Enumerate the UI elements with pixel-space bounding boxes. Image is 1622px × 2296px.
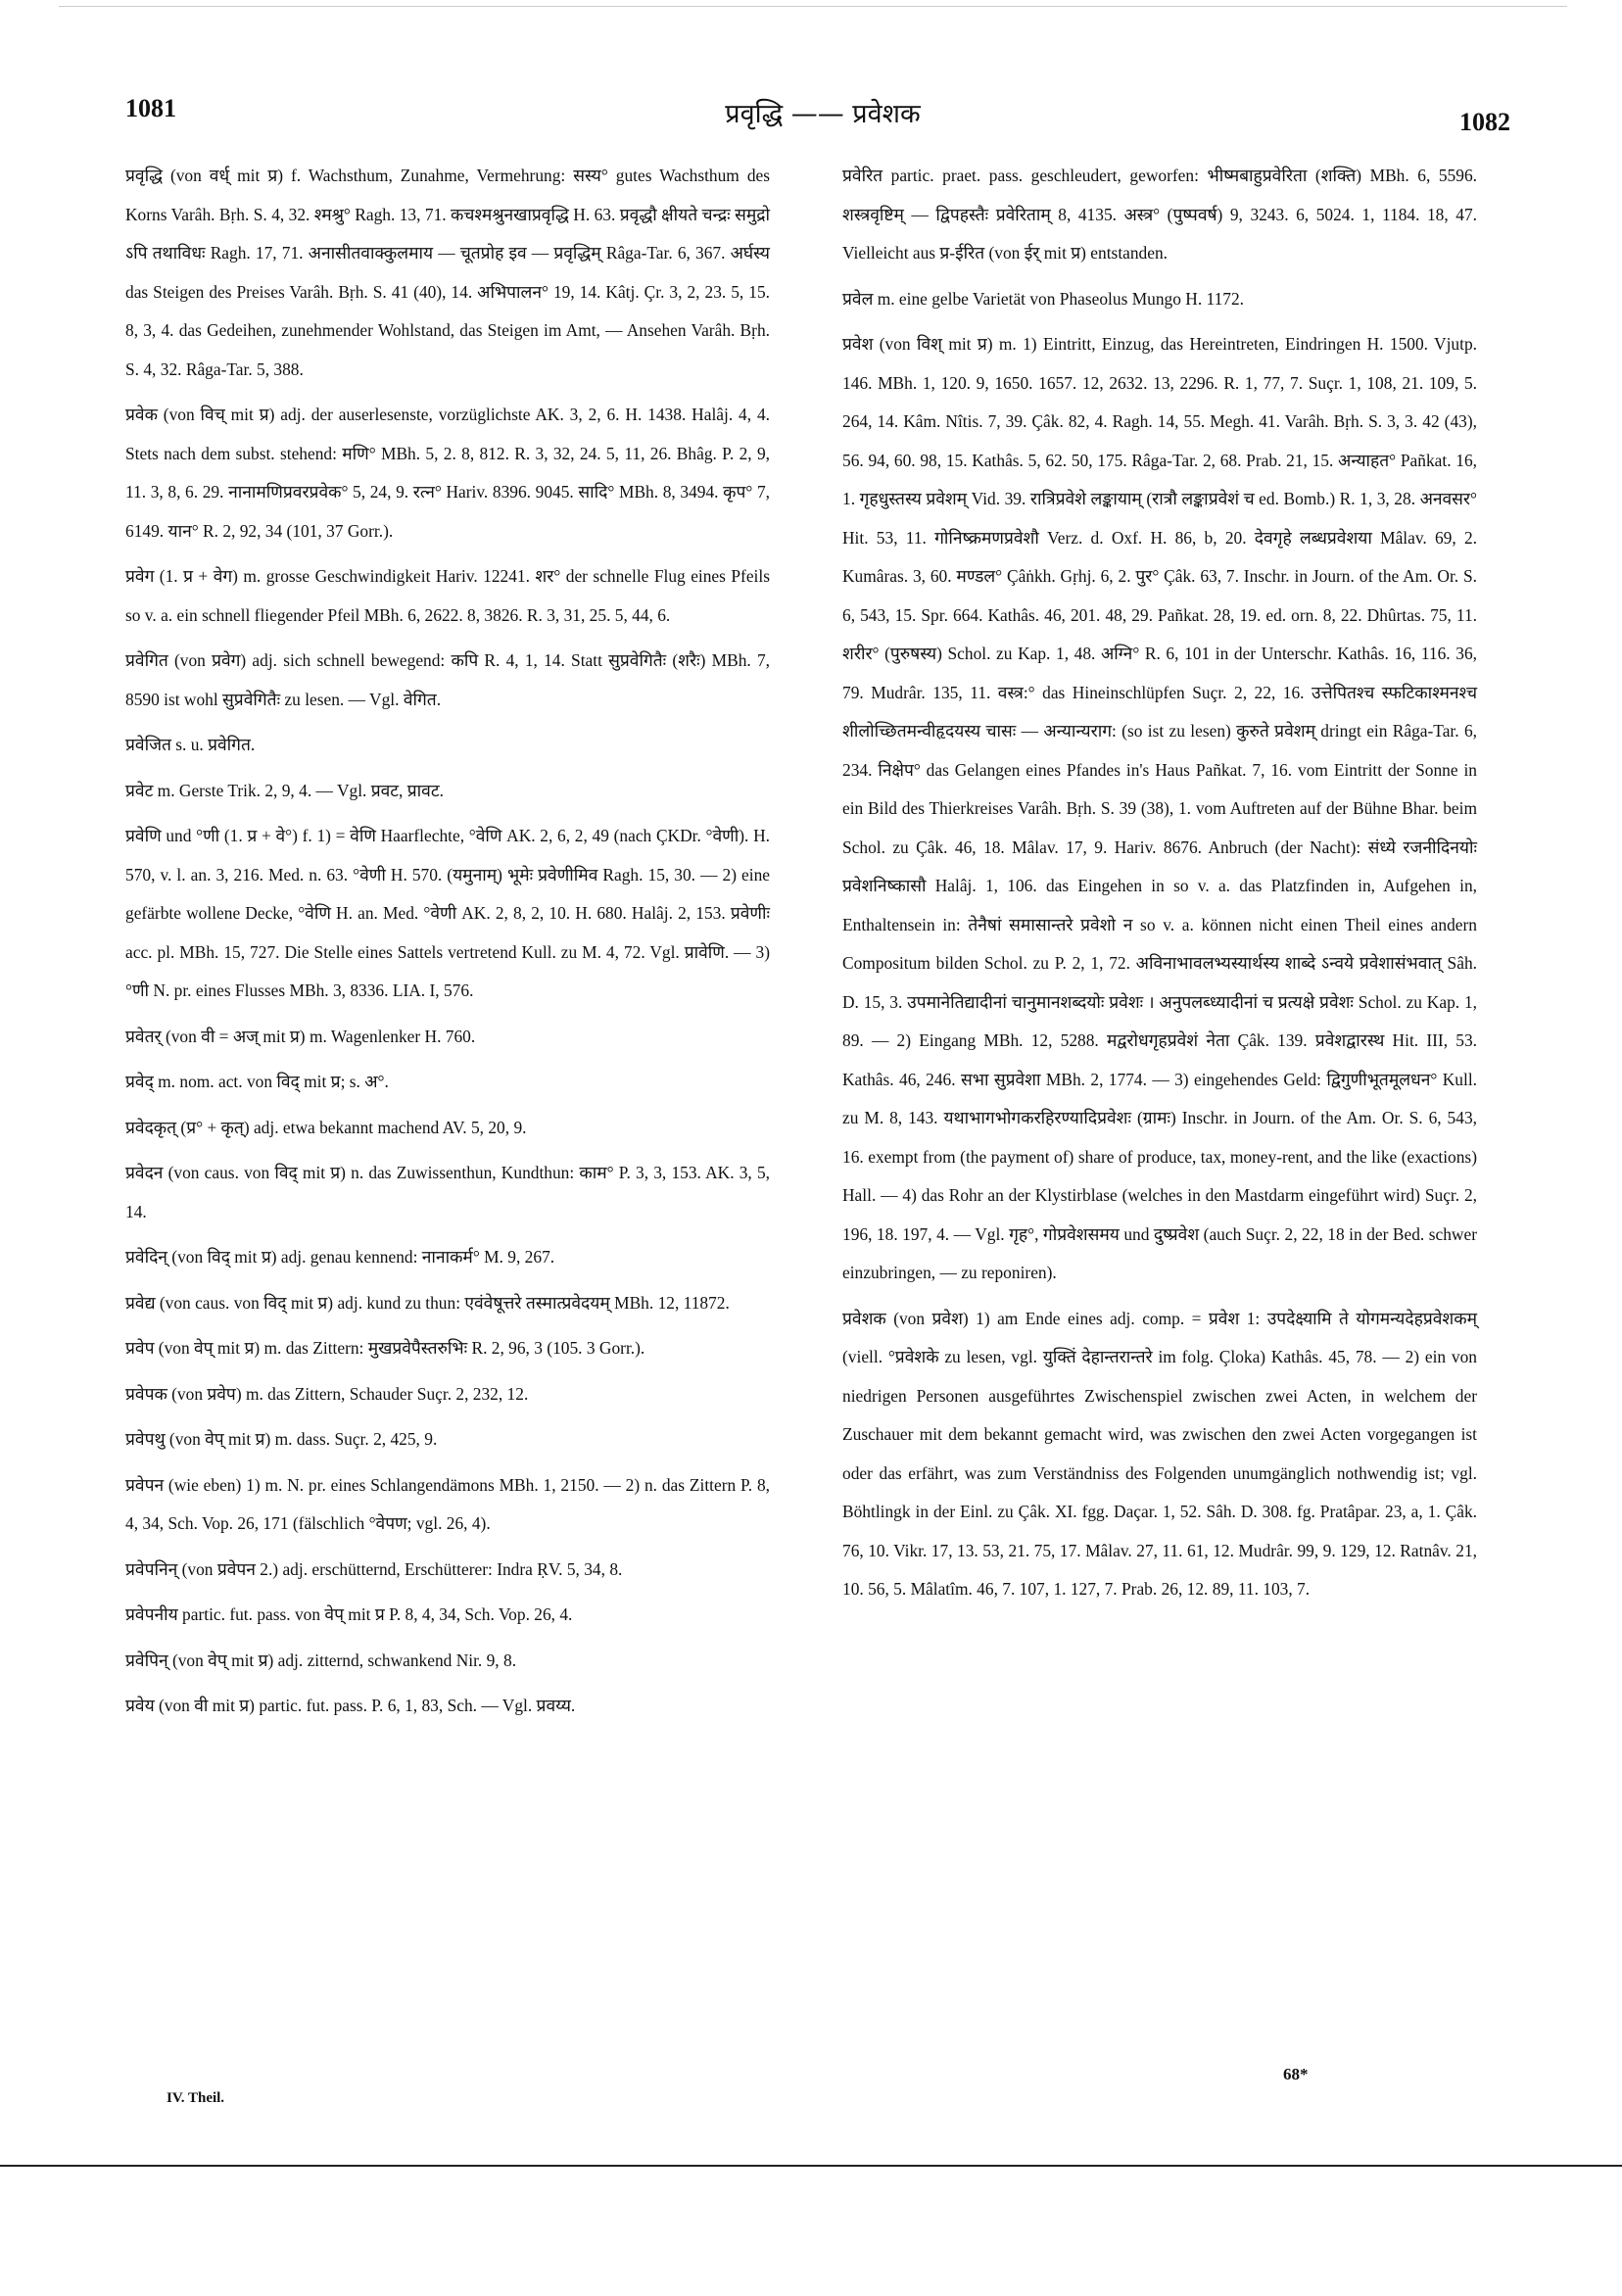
dictionary-entry: प्रवेल m. eine gelbe Varietät von Phaseolus Mungo H. 1172. bbox=[842, 288, 1245, 309]
dictionary-entry: प्रवेदकृत् (प्र° + कृत्) adj. etwa bekannt machend AV. 5, 20, 9. bbox=[125, 1117, 527, 1137]
dictionary-entry: प्रवेपनीय partic. fut. pass. von वेप् mit प्र P. 8, 4, 34, Sch. Vop. 26, 4. bbox=[125, 1604, 573, 1624]
dictionary-entry: प्रवेजित s. u. प्रवेगित. bbox=[125, 735, 256, 754]
dictionary-entry: प्रवृद्धि (von वर्ध् mit प्र) f. Wachsthum, Zunahme, Vermehrung: सस्य° gutes Wachsthum des Korns Varâh. Bṛh. S. 4, 32. श्मश्रु° Ragh. 13, 71. कचश्मश्रुनखाप्रवृद्धि H. 63. प्रवृद्धौ क्षीयते चन्द्रः समुद्रो ऽपि तथाविधः Ragh. 17, 71. अनासीतवाक्कुलमाय — चूतप्रोह इव — प्रवृद्धिम् Râga-Tar. 6, 367. अर्घस्य das Steigen des Preises Varâh. Bṛh. S. 41 (40), 14. अभिपालन° 19, 14. Kâtj. Çr. 3, 2, 23. 5, 15. 8, 3, 4. das Gedeihen, zunehmender Wohlstand, das Steigen im Amt, — Ansehen Varâh. Bṛh. S. 4, 32. Râga-Tar. 5, 388. bbox=[125, 166, 770, 379]
volume-note: IV. Theil. bbox=[167, 2090, 225, 2106]
dictionary-entry: प्रवेगित (von प्रवेग) adj. sich schnell bewegend: कपि R. 4, 1, 14. Statt सुप्रवेगितैः (शरैः) MBh. 7, 8590 ist wohl सुप्रवेगितैः zu lesen. — Vgl. वेगित. bbox=[125, 650, 770, 709]
running-title: प्रवृद्धि —— प्रवेशक bbox=[725, 99, 921, 129]
dictionary-entry: प्रवेक (von विच् mit प्र) adj. der auserlesenste, vorzüglichste AK. 3, 2, 6. H. 1438. Halâj. 4, 4. Stets nach dem subst. stehend: मणि° MBh. 5, 2. 8, 812. R. 3, 32, 24. 5, 11, 26. Bhâg. P. 2, 9, 11. 3, 8, 6. 29. नानामणिप्रवरप्रवेक° 5, 24, 9. रत्न° Hariv. 8396. 9045. सादि° MBh. 8, 3494. कृप° 7, 6149. यान° R. 2, 92, 34 (101, 37 Gorr.). bbox=[125, 405, 770, 541]
left-column bbox=[125, 157, 770, 1733]
dictionary-entry: प्रवेपनिन् (von प्रवेपन 2.) adj. erschütternd, Erschütterer: Indra ṚV. 5, 34, 8. bbox=[125, 1558, 623, 1579]
signature-mark: 68* bbox=[1283, 2065, 1309, 2083]
dictionary-entry: प्रवेतर् (von वी = अज् mit प्र) m. Wagenlenker H. 760. bbox=[125, 1026, 476, 1046]
right-column bbox=[842, 157, 1477, 1616]
dictionary-entry: प्रवेद्य (von caus. von विद् mit प्र) adj. kund zu thun: एवंवेषूत्तरे तस्मात्प्रवेदयम् MBh. 12, 11872. bbox=[125, 1292, 730, 1313]
dictionary-entry: प्रवेपक (von प्रवेप) m. das Zittern, Schauder Suçr. 2, 232, 12. bbox=[125, 1383, 529, 1404]
bottom-rule bbox=[0, 2165, 1622, 2167]
dictionary-entry: प्रवेग (1. प्र + वेग) m. grosse Geschwindigkeit Hariv. 12241. शर° der schnelle Flug eines Pfeils so v. a. ein schnell fliegender Pfeil MBh. 6, 2622. 8, 3826. R. 3, 31, 25. 5, 44, 6. bbox=[125, 566, 770, 625]
page-number-right: 1082 bbox=[1459, 108, 1510, 136]
dictionary-entry: प्रवेद् m. nom. act. von विद् mit प्र; s. अ°. bbox=[125, 1072, 389, 1091]
dictionary-entry: प्रवेरित partic. praet. pass. geschleudert, geworfen: भीष्मबाहुप्रवेरिता (शक्ति) MBh. 6, 5596. शस्त्रवृष्टिम् — द्विपहस्तैः प्रवेरिताम् 8, 4135. अस्त्र° (पुष्पवर्ष) 9, 3243. 6, 5024. 1, 1184. 18, 47. Vielleicht aus प्र-ईरित (von ईर् mit प्र) entstanden. bbox=[842, 166, 1477, 263]
dictionary-entry: प्रवेशक (von प्रवेश) 1) am Ende eines adj. comp. = प्रवेश 1: उपदेक्ष्यामि ते योगमन्यदेहप्रवेशकम् (viell. °प्रवेशके zu lesen, vgl. युक्तिं देहान्तरान्तरे im folg. Çloka) Kathâs. 45, 78. — 2) ein von niedrigen Personen ausgeführtes Zwischenspiel zwischen zwei Acten, in welchem der Zuschauer mit dem bekannt gemacht wird, was zwischen den zwei Acten vorgegangen ist oder das erfährt, was zum Verständniss des Folgenden unumgänglich nothwendig ist; vgl. Böhtlingk in der Einl. zu Çâk. XI. fgg. Daçar. 1, 52. Sâh. D. 308. fg. Pratâpar. 23, a, 1. Çâk. 76, 10. Vikr. 17, 13. 53, 21. 75, 17. Mâlav. 27, 11. 61, 12. Mudrâr. 99, 9. 129, 12. Ratnâv. 21, 10. 56, 5. Mâlatîm. 46, 7. 107, 1. 127, 7. Prab. 26, 12. 89, 11. 103, 7. bbox=[842, 1308, 1477, 1599]
page-number-left: 1081 bbox=[125, 94, 176, 122]
dictionary-entry: प्रवेट m. Gerste Trik. 2, 9, 4. — Vgl. प्रवट, प्रावट. bbox=[125, 780, 444, 800]
dictionary-entry: प्रवेपिन् (von वेप् mit प्र) adj. zitternd, schwankend Nir. 9, 8. bbox=[125, 1650, 517, 1670]
dictionary-entry: प्रवेदन (von caus. von विद् mit प्र) n. das Zuwissenthun, Kundthun: काम° P. 3, 3, 153. AK. 3, 5, 14. bbox=[125, 1163, 770, 1221]
dictionary-entry: प्रवेपन (wie eben) 1) m. N. pr. eines Schlangendämons MBh. 1, 2150. — 2) n. das Zittern P. 8, 4, 34, Sch. Vop. 26, 171 (fälschlich °वेपण; vgl. 26, 4). bbox=[125, 1474, 770, 1533]
dictionary-entry: प्रवेपथु (von वेप् mit प्र) m. dass. Suçr. 2, 425, 9. bbox=[125, 1429, 438, 1449]
dictionary-entry: प्रवेदिन् (von विद् mit प्र) adj. genau kennend: नानाकर्म° M. 9, 267. bbox=[125, 1247, 555, 1267]
dictionary-entry: प्रवेप (von वेप् mit प्र) m. das Zittern: मुखप्रवेपैस्तरुभिः R. 2, 96, 3 (105. 3 Gorr.). bbox=[125, 1338, 645, 1358]
dictionary-entry: प्रवेणि und °णी (1. प्र + वे°) f. 1) = वेणि Haarflechte, °वेणि AK. 2, 6, 2, 49 (nach ÇKDr. °वेणी). H. 570, v. l. an. 3, 216. Med. n. 63. °वेणी H. 570. (यमुनाम्) भूमेः प्रवेणीमिव Ragh. 15, 30. — 2) eine gefärbte wollene Decke, °वेणि H. an. Med. °वेणी AK. 2, 8, 2, 10. H. 680. Halâj. 2, 153. प्रवेणीः acc. pl. MBh. 15, 727. Die Stelle eines Sattels vertretend Kull. zu M. 4, 72. Vgl. प्रावेणि. — 3) °णी N. pr. eines Flusses MBh. 3, 8336. LIA. I, 576. bbox=[125, 826, 770, 1000]
dictionary-entry: प्रवेश (von विश् mit प्र) m. 1) Eintritt, Einzug, das Hereintreten, Eindringen H. 1500. Vjutp. 146. MBh. 1, 120. 9, 1650. 1657. 12, 2632. 13, 2296. R. 1, 77, 7. Suçr. 1, 108, 21. 109, 5. 264, 14. Kâm. Nîtis. 7, 39. Çâk. 82, 4. Ragh. 14, 55. Megh. 41. Varâh. Bṛh. S. 3, 3. 42 (43), 56. 94, 60. 98, 15. Kathâs. 5, 62. 50, 175. Râga-Tar. 2, 68. Prab. 21, 15. अन्याहत° Pañkat. 16, 1. गृहधुस्तस्य प्रवेशम् Vid. 39. रात्रिप्रवेशे लङ्कायाम् (रात्रौ लङ्काप्रवेशं च ed. Bomb.) R. 1, 3, 28. अनवसर° Hit. 53, 11. गोनिष्क्रमणप्रवेशौ Verz. d. Oxf. H. 86, b, 20. देवगृहे लब्धप्रवेशया Mâlav. 69, 2. Kumâras. 3, 60. मण्डल° Çâṅkh. Gṛhj. 6, 2. पुर° Çâk. 63, 7. Inschr. in Journ. of the Am. Or. S. 6, 543, 15. Spr. 664. Kathâs. 46, 201. 48, 29. Pañkat. 28, 19. ed. orn. 8, 22. Dhûrtas. 75, 11. शरीर° (पुरुषस्य) Schol. zu Kap. 1, 48. अग्नि° R. 6, 101 in der Unterschr. Kathâs. 16, 116. 36, 79. Mudrâr. 135, 11. वस्त्र:° das Hineinschlüpfen Suçr. 2, 22, 16. उत्तेपितश्च स्फटिकाश्मनश्च शीलोच्छितमन्वीहृदयस्य चासः — अन्यान्यराग: (so ist zu lesen) कुरुते प्रवेशम् dringt ein Râga-Tar. 6, 234. निक्षेप° das Gelangen eines Pfandes in's Haus Pañkat. 7, 16. vom Eintritt der Sonne in ein Bild des Thierkreises Varâh. Bṛh. S. 39 (38), 1. vom Auftreten auf der Bühne Bhar. beim Schol. zu Çâk. 46, 18. Mâlav. 17, 9. Hariv. 8676. Anbruch (der Nacht): संध्ये रजनीदिनयोः प्रवेशनिष्कासौ Halâj. 1, 106. das Eingehen in so v. a. das Platzfinden in, Aufgehen in, Enthaltensein in: तेनैषां समासान्तरे प्रवेशो न so v. a. können nicht einen Theil eines andern Compositum bilden Schol. zu P. 2, 1, 72. अविनाभावलभ्यस्यार्थस्य शाब्दे ऽन्वये प्रवेशासंभवात् Sâh. D. 15, 3. उपमानेतिद्यादीनां चानुमानशब्दयोः प्रवेशः । अनुपलब्ध्यादीनां च प्रत्यक्षे प्रवेशः Schol. zu Kap. 1, 89. — 2) Eingang MBh. 12, 5288. मद्वरोधगृहप्रवेशं नेता Çâk. 139. प्रवेशद्वारस्थ Hit. III, 53. Kathâs. 46, 246. सभा सुप्रवेशा MBh. 2, 1774. — 3) eingehendes Geld: द्विगुणीभूतमूलधन° Kull. zu M. 8, 143. यथाभागभोगकरहिरण्यादिप्रवेशः (ग्रामः) Inschr. in Journ. of the Am. Or. S. 6, 543, 16. exempt from (the payment of) share of produce, tax, money-rent, and the like (exactions) Hall. — 4) das Rohr an der Klystirblase (welches in den Mastdarm eingeführt wird) Suçr. 2, 196, 18. 197, 4. — Vgl. गृह°, गोप्रवेशसमय und दुष्प्रवेश (auch Suçr. 2, 22, 18 in der Bed. schwer einzubringen, — zu reponiren). bbox=[842, 334, 1477, 1282]
page-header bbox=[0, 0, 1622, 147]
dictionary-entry: प्रवेय (von वी mit प्र) partic. fut. pass. P. 6, 1, 83, Sch. — Vgl. प्रवय्य. bbox=[125, 1696, 576, 1715]
